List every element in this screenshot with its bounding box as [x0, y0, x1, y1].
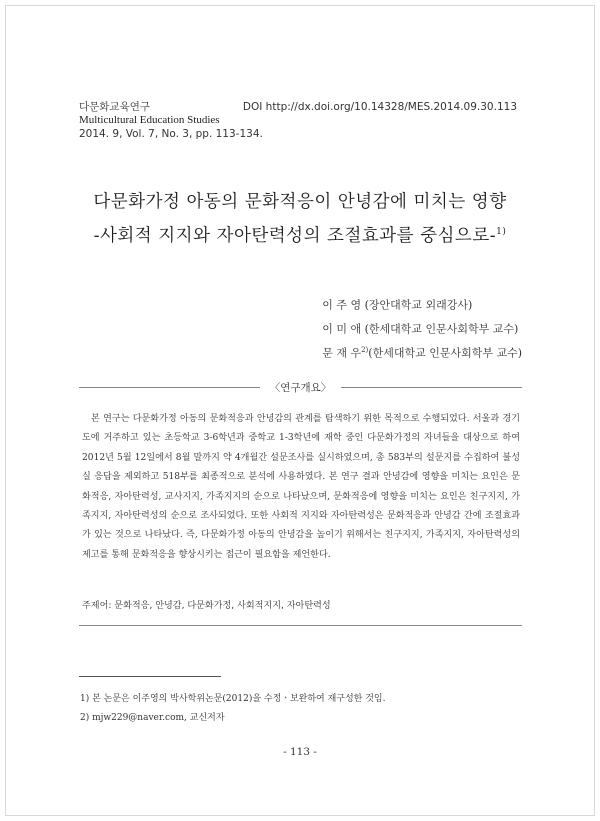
footnotes [80, 690, 386, 728]
abstract-rule-right [341, 387, 522, 388]
footnote-2: 2) mjw229@naver.com, 교신저자 [80, 713, 225, 723]
author-1 [322, 292, 522, 316]
author-affiliation: (장안대학교 외래강사) [361, 298, 473, 312]
author-name: 문 재 우 [322, 346, 362, 360]
paper-title: 다문화가정 아동의 문화적응이 안녕감에 미치는 영향 [93, 192, 507, 212]
author-3 [322, 340, 522, 364]
abstract-heading-text: 〈연구개요〉 [269, 382, 332, 394]
journal-name-english: Multicultural Education Studies [79, 114, 220, 126]
abstract-body: 본 연구는 다문화가정 아동의 문화적응과 안녕감의 관계를 탐색하기 위한 목적으로 수행되었다. 서울과 경기도에 거주하고 있는 초등학교 3-6학년과 중학교 1-3학년에 재학 중인 다문화가정의 자녀들을 대상으로 하여 2012년 5월 12일에서 8월 말까지 약 4개월간 설문조사를 실시하였으며, 총 583부의 설문지를 수집하여 불성실 응답을 제외하고 518부를 최종적으로 분석에 사용하였다. 본 연구 결과 안녕감에 영향을 미치는 요인은 문화적응, 자아탄력성, 교사지지, 가족지지의 순으로 나타났으며, 문화적응에 영향을 미치는 요인은 친구지지, 가족지지, 자아탄력성의 순으로 조사되었다. 또한 사회적 지지와 자아탄력성은 문화적응과 안녕감 간에 조절효과가 있는 것으로 나타났다. 즉, 다문화가정 아동의 안녕감을 높이기 위해서는 친구지지, 가족지지, 자아탄력성의 제고를 통해 문화적응을 향상시키는 접근이 필요함을 제언한다. [82, 414, 520, 560]
journal-name-korean: 다문화교육연구 [79, 101, 151, 113]
author-2 [322, 316, 522, 340]
author-affiliation: (한세대학교 인문사회학부 교수) [361, 322, 519, 336]
author-footnote-ref[interactable]: 2) [361, 346, 369, 355]
abstract-rule-bottom [79, 625, 522, 626]
subtitle-text: -사회적 지지와 자아탄력성의 조절효과를 중심으로- [93, 226, 497, 246]
issue-info: 2014. 9, Vol. 7, No. 3, pp. 113-134. [79, 128, 263, 140]
author-name: 이 미 애 [322, 322, 362, 336]
author-affiliation: (한세대학교 인문사회학부 교수) [368, 346, 522, 360]
title-footnote-ref[interactable]: 1) [496, 227, 507, 238]
footnote-1: 1) 본 논문은 이주영의 박사학위논문(2012)을 수정ㆍ보완하여 재구성한 것임. [80, 694, 386, 704]
footnote-rule [79, 676, 221, 677]
keywords: 주제어: 문화적응, 안녕감, 다문화가정, 사회적지지, 자아탄력성 [82, 601, 331, 611]
author-list [322, 292, 522, 364]
doi-link[interactable]: DOI http://dx.doi.org/10.14328/MES.2014.09.30.113 [242, 101, 517, 113]
author-name: 이 주 영 [322, 298, 362, 312]
abstract-heading [79, 380, 522, 396]
page-number: - 113 - [283, 746, 317, 758]
paper-subtitle [40, 222, 560, 247]
